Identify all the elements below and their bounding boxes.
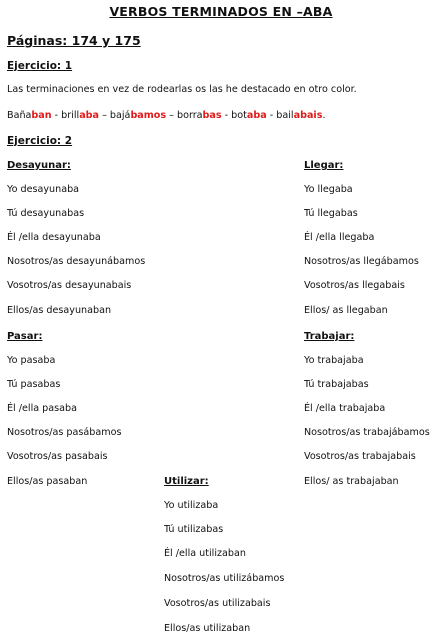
- conjugation-item: Tú llegabas: [304, 208, 358, 219]
- conjugation-item: Yo desayunaba: [7, 184, 80, 195]
- conjugation-item: Vosotros/as llegabais: [304, 280, 405, 291]
- conjugation-item: Ellos/ as trabajaban: [304, 476, 399, 487]
- word-botaba: botaba: [231, 110, 267, 121]
- word-banaban: Bañaban: [7, 110, 52, 121]
- conjugation-item: Tú pasabas: [7, 379, 61, 390]
- conjugation-item: Ellos/ as llegaban: [304, 305, 388, 316]
- pages-reference: Páginas: 174 y 175: [7, 33, 141, 48]
- group-header: Pasar:: [7, 331, 43, 342]
- conjugation-item: Vosotros/as desayunabais: [7, 280, 132, 291]
- conjugation-item: Tú trabajabas: [304, 379, 369, 390]
- word-brillaba: brillaba: [61, 110, 100, 121]
- conjugation-item: Ellos/as pasaban: [7, 476, 88, 487]
- verb-endings-line: Bañaban - brillaba – bajábamos – borrabas - botaba - bailabais.: [7, 110, 326, 121]
- page-title: VERBOS TERMINADOS EN –ABA: [109, 4, 333, 19]
- conjugation-item: Nosotros/as pasábamos: [7, 427, 122, 438]
- ending-highlight: bamos: [130, 110, 167, 121]
- conjugation-item: Él /ella utilizaban: [164, 548, 246, 559]
- conjugation-item: Él /ella trabajaba: [304, 403, 386, 414]
- exercise-1-instruction: Las terminaciones en vez de rodearlas os las he destacado en otro color.: [7, 84, 357, 95]
- ending-highlight: aba: [79, 110, 100, 121]
- conjugation-item: Nosotros/as utilizábamos: [164, 573, 285, 584]
- group-header: Trabajar:: [304, 331, 355, 342]
- exercise-1-heading: Ejercicio: 1: [7, 60, 73, 72]
- ending-highlight: aba: [246, 110, 267, 121]
- group-header: Llegar:: [304, 160, 344, 171]
- word-bajabamos: bajábamos: [109, 110, 167, 121]
- group-header: Desayunar:: [7, 160, 71, 171]
- word-borrabas: borrabas: [176, 110, 222, 121]
- ending-highlight: bas: [202, 110, 222, 121]
- word-bailabais: bailabais: [276, 110, 323, 121]
- conjugation-item: Nosotros/as llegábamos: [304, 256, 419, 267]
- conjugation-item: Yo trabajaba: [304, 355, 364, 366]
- ending-highlight: abais: [293, 110, 323, 121]
- conjugation-item: Ellos/as desayunaban: [7, 305, 112, 316]
- conjugation-item: Nosotros/as trabajábamos: [304, 427, 430, 438]
- conjugation-item: Nosotros/as desayunábamos: [7, 256, 146, 267]
- conjugation-item: Vosotros/as trabajabais: [304, 451, 416, 462]
- conjugation-item: Vosotros/as utilizabais: [164, 598, 271, 609]
- conjugation-item: Tú utilizabas: [164, 524, 224, 535]
- conjugation-item: Yo llegaba: [304, 184, 353, 195]
- group-header: Utilizar:: [164, 476, 209, 487]
- ending-highlight: ban: [31, 110, 52, 121]
- conjugation-item: Tú desayunabas: [7, 208, 85, 219]
- conjugation-item: Él /ella llegaba: [304, 232, 375, 243]
- exercise-2-heading: Ejercicio: 2: [7, 135, 73, 147]
- conjugation-item: Ellos/as utilizaban: [164, 623, 251, 634]
- conjugation-item: Yo pasaba: [7, 355, 56, 366]
- conjugation-item: Vosotros/as pasabais: [7, 451, 108, 462]
- conjugation-item: Él /ella pasaba: [7, 403, 77, 414]
- conjugation-item: Él /ella desayunaba: [7, 232, 101, 243]
- conjugation-item: Yo utilizaba: [164, 500, 219, 511]
